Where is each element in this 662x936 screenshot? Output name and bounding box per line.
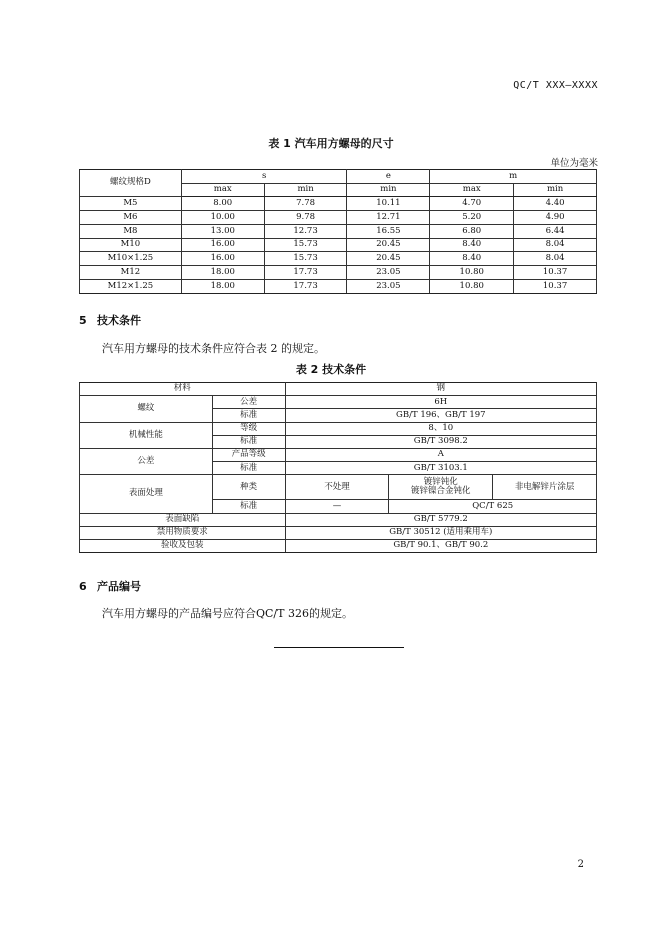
- tolerance-label: 公差: [80, 448, 213, 474]
- header-e: e: [347, 170, 430, 184]
- table-cell: 6.44: [514, 224, 597, 238]
- table1-caption: 表 1 汽车用方螺母的尺寸: [268, 137, 394, 150]
- table-cell: M5: [80, 197, 182, 211]
- surface-kind-flake: 非电解锌片涂层: [493, 475, 597, 500]
- mechanical-standard-value: GB/T 3098.2: [285, 435, 596, 448]
- section-title: 产品编号: [97, 580, 141, 593]
- document-code: QC/T XXX—XXXX: [513, 80, 598, 91]
- section-number: 6: [79, 580, 87, 593]
- table-cell: 17.73: [264, 279, 347, 293]
- table2-caption: 表 2 技术条件: [295, 363, 367, 376]
- section-6-paragraph: 汽车用方螺母的产品编号应符合QC/T 326的规定。: [102, 607, 353, 620]
- unit-note: 单位为毫米: [550, 158, 598, 169]
- table-cell: 10.80: [430, 279, 514, 293]
- tolerance-standard-label: 标准: [212, 462, 285, 475]
- table-cell: 16.00: [181, 252, 264, 266]
- surface-kind-label: 种类: [212, 475, 285, 500]
- table-row: [80, 252, 597, 266]
- surface-defect-value: GB/T 5779.2: [285, 513, 596, 526]
- thread-standard-value: GB/T 196、GB/T 197: [285, 409, 596, 422]
- table-cell: 4.40: [514, 197, 597, 211]
- surface-standard-label: 标准: [212, 500, 285, 513]
- material-label: 材料: [80, 383, 286, 396]
- table-cell: 10.00: [181, 210, 264, 224]
- table-cell: 20.45: [347, 238, 430, 252]
- table-row: [80, 238, 597, 252]
- table-cell: M10×1.25: [80, 252, 182, 266]
- table-cell: 16.00: [181, 238, 264, 252]
- table-cell: 8.04: [514, 252, 597, 266]
- surface-treatment-label: 表面处理: [80, 475, 213, 513]
- tolerance-standard-value: GB/T 3103.1: [285, 462, 596, 475]
- table-cell: 15.73: [264, 238, 347, 252]
- table-cell: 8.04: [514, 238, 597, 252]
- table-cell: 4.90: [514, 210, 597, 224]
- table-cell: 23.05: [347, 279, 430, 293]
- section-number: 5: [79, 314, 87, 327]
- table-cell: M6: [80, 210, 182, 224]
- section-title: 技术条件: [97, 314, 141, 327]
- table-cell: 12.71: [347, 210, 430, 224]
- header-s: s: [181, 170, 347, 184]
- mechanical-grade-label: 等级: [212, 422, 285, 435]
- mechanical-standard-label: 标准: [212, 435, 285, 448]
- header-m-max: max: [430, 183, 514, 197]
- table-cell: 12.73: [264, 224, 347, 238]
- table-cell: 15.73: [264, 252, 347, 266]
- header-s-max: max: [181, 183, 264, 197]
- table-cell: 10.37: [514, 279, 597, 293]
- table-cell: 10.11: [347, 197, 430, 211]
- table-cell: 10.80: [430, 266, 514, 280]
- table-cell: 8.40: [430, 238, 514, 252]
- table-cell: 16.55: [347, 224, 430, 238]
- product-grade-label: 产品等级: [212, 448, 285, 461]
- dimensions-table: [79, 169, 597, 294]
- thread-standard-label: 标准: [212, 409, 285, 422]
- table-cell: 6.80: [430, 224, 514, 238]
- acceptance-label: 验收及包装: [80, 539, 286, 552]
- banned-substance-value: GB/T 30512 (适用乘用车): [285, 526, 596, 539]
- table-cell: 13.00: [181, 224, 264, 238]
- thread-tolerance-value: 6H: [285, 396, 596, 409]
- table-cell: 7.78: [264, 197, 347, 211]
- material-value: 钢: [285, 383, 596, 396]
- thread-tolerance-label: 公差: [212, 396, 285, 409]
- acceptance-value: GB/T 90.1、GB/T 90.2: [285, 539, 596, 552]
- table-cell: 10.37: [514, 266, 597, 280]
- table-row: [80, 210, 597, 224]
- page-number: 2: [577, 859, 584, 870]
- table-cell: 18.00: [181, 266, 264, 280]
- technical-conditions-table: [79, 382, 597, 553]
- header-thread-spec: 螺纹规格D: [80, 170, 182, 197]
- banned-substance-label: 禁用物质要求: [80, 526, 286, 539]
- table-cell: 23.05: [347, 266, 430, 280]
- header-s-min: min: [264, 183, 347, 197]
- table-cell: M10: [80, 238, 182, 252]
- table-row: [80, 224, 597, 238]
- table-cell: 5.20: [430, 210, 514, 224]
- header-e-min: min: [347, 183, 430, 197]
- table-cell: 8.00: [181, 197, 264, 211]
- table-row: [80, 279, 597, 293]
- table-cell: 8.40: [430, 252, 514, 266]
- surface-kind-zinc-line2: 镀锌镍合金钝化: [411, 486, 471, 497]
- surface-standard-value: QC/T 625: [389, 500, 597, 513]
- section-5-paragraph: 汽车用方螺母的技术条件应符合表 2 的规定。: [102, 342, 325, 355]
- surface-kind-zinc: [389, 475, 493, 500]
- table-row: [80, 266, 597, 280]
- surface-defect-label: 表面缺陷: [80, 513, 286, 526]
- table-cell: 17.73: [264, 266, 347, 280]
- table-row: [80, 197, 597, 211]
- table-cell: M12: [80, 266, 182, 280]
- surface-kind-none: 不处理: [285, 475, 389, 500]
- table-cell: M8: [80, 224, 182, 238]
- header-m: m: [430, 170, 597, 184]
- end-rule: [274, 647, 404, 648]
- table-cell: M12×1.25: [80, 279, 182, 293]
- table-cell: 20.45: [347, 252, 430, 266]
- mechanical-grade-value: 8、10: [285, 422, 596, 435]
- table-cell: 18.00: [181, 279, 264, 293]
- product-grade-value: A: [285, 448, 596, 461]
- header-m-min: min: [514, 183, 597, 197]
- mechanical-label: 机械性能: [80, 422, 213, 448]
- surface-kind-zinc-line1: 镀锌钝化: [423, 476, 458, 487]
- surface-standard-none: —: [285, 500, 389, 513]
- table-cell: 4.70: [430, 197, 514, 211]
- section-6-heading: [79, 578, 141, 594]
- table-cell: 9.78: [264, 210, 347, 224]
- thread-label: 螺纹: [80, 396, 213, 422]
- section-5-heading: [79, 312, 141, 328]
